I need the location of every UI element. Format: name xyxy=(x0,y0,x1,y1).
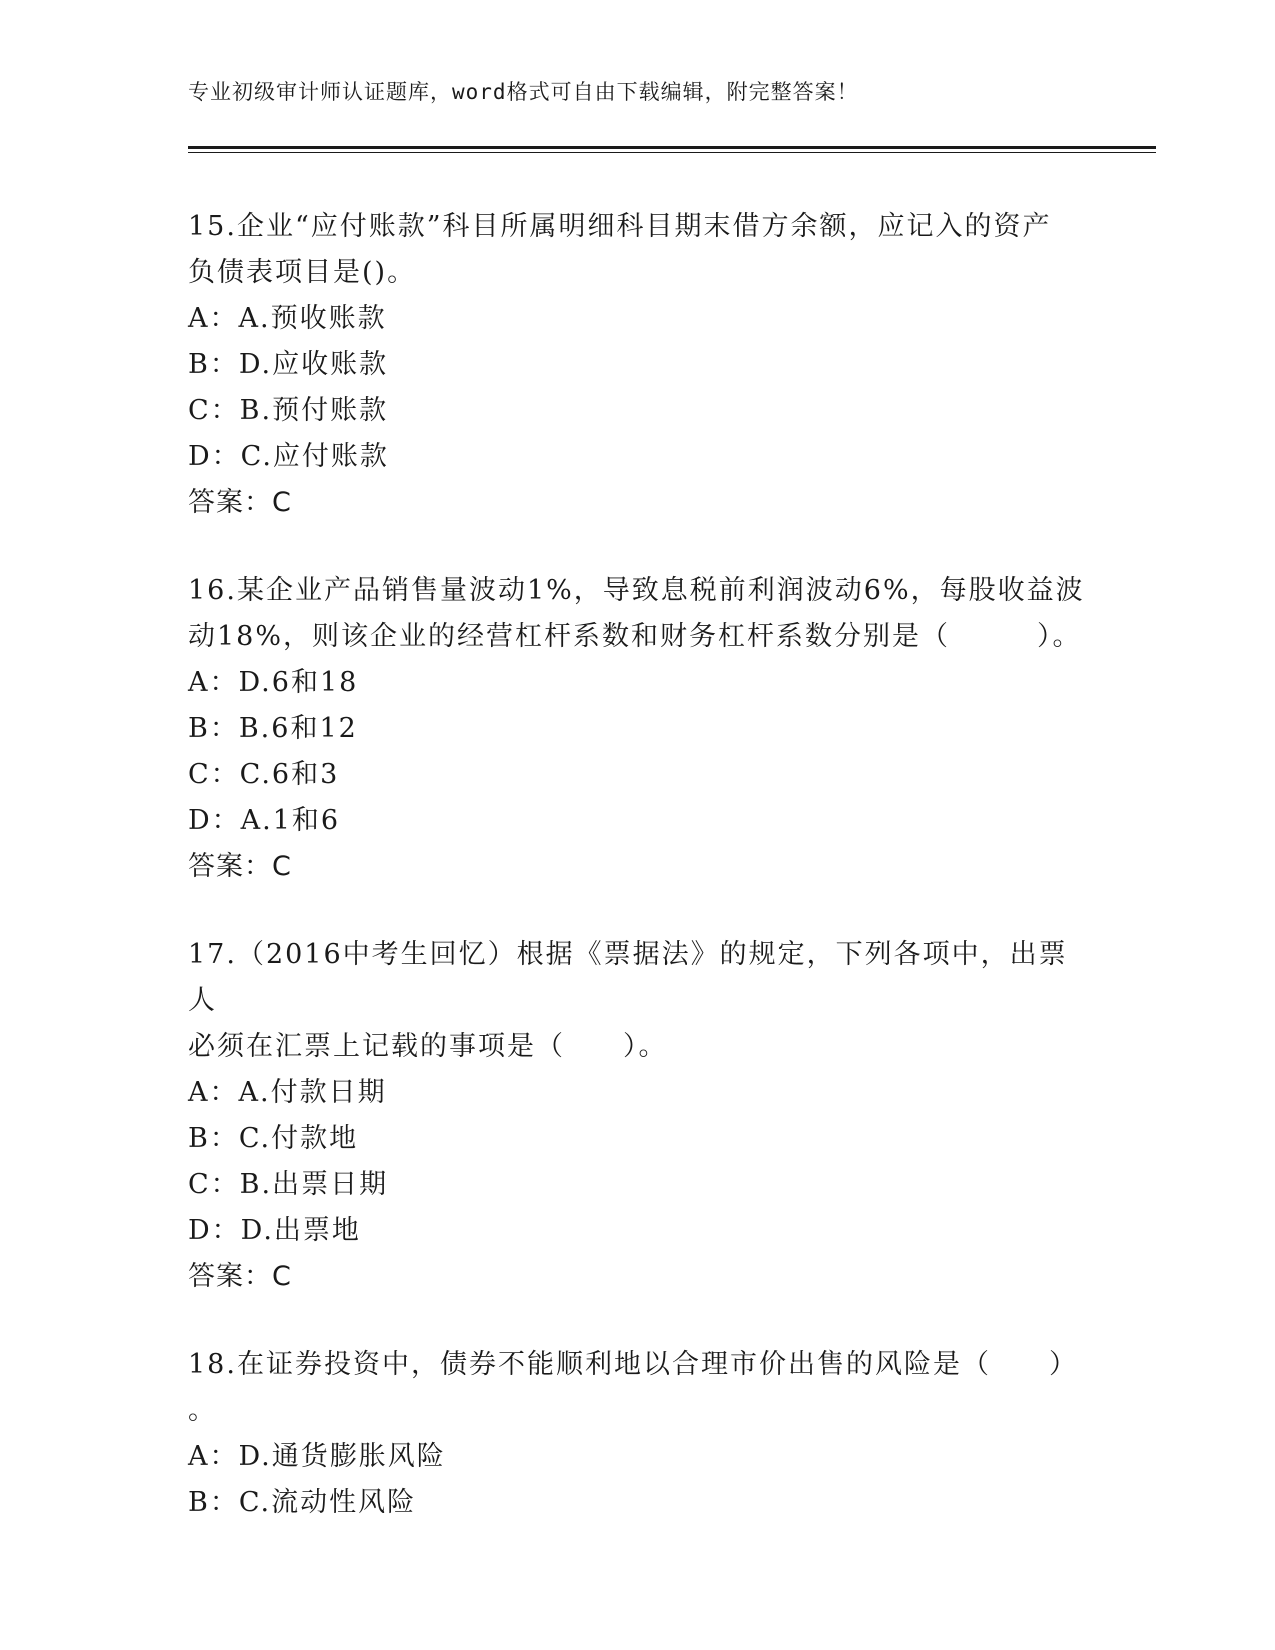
option-b: B：C.流动性风险 xyxy=(188,1487,417,1518)
option-d: D：A.1和6 xyxy=(188,805,341,836)
option-a: A：A.预收账款 xyxy=(188,303,387,334)
answer-line: 答案：C xyxy=(188,487,292,518)
option-d: D：D.出票地 xyxy=(188,1215,361,1246)
header-divider-thick xyxy=(188,146,1156,149)
option-c: C：C.6和3 xyxy=(188,759,340,790)
option-b: B：D.应收账款 xyxy=(188,349,389,380)
option-c: C：B.出票日期 xyxy=(188,1169,389,1200)
question-text: 17.（2016中考生回忆）根据《票据法》的规定，下列各项中，出票人 必须在汇票上记载的事项是（ ）。 xyxy=(188,939,1068,1062)
question-16 xyxy=(188,568,1088,890)
option-b: B：C.付款地 xyxy=(188,1123,359,1154)
option-b: B：B.6和12 xyxy=(188,713,358,744)
question-text: 18.在证券投资中，债券不能顺利地以合理市价出售的风险是（ ） 。 xyxy=(188,1349,1078,1426)
question-text: 15.企业“应付账款”科目所属明细科目期末借方余额，应记入的资产 负债表项目是()。 xyxy=(188,211,1052,288)
question-list xyxy=(188,204,1088,1568)
option-a: A：D.6和18 xyxy=(188,667,359,698)
answer-line: 答案：C xyxy=(188,1261,292,1292)
answer-line: 答案：C xyxy=(188,851,292,882)
option-a: A：D.通货膨胀风险 xyxy=(188,1441,446,1472)
question-text: 16.某企业产品销售量波动1%，导致息税前利润波动6%，每股收益波 动18%，则该企业的经营杠杆系数和财务杠杆系数分别是（ ）。 xyxy=(188,575,1085,652)
page-header-text: 专业初级审计师认证题库，word格式可自由下载编辑，附完整答案！ xyxy=(188,80,859,104)
option-d: D：C.应付账款 xyxy=(188,441,389,472)
header-divider-thin xyxy=(188,152,1156,153)
question-17 xyxy=(188,932,1088,1300)
question-18 xyxy=(188,1342,1088,1526)
option-c: C：B.预付账款 xyxy=(188,395,389,426)
question-15 xyxy=(188,204,1088,526)
option-a: A：A.付款日期 xyxy=(188,1077,387,1108)
